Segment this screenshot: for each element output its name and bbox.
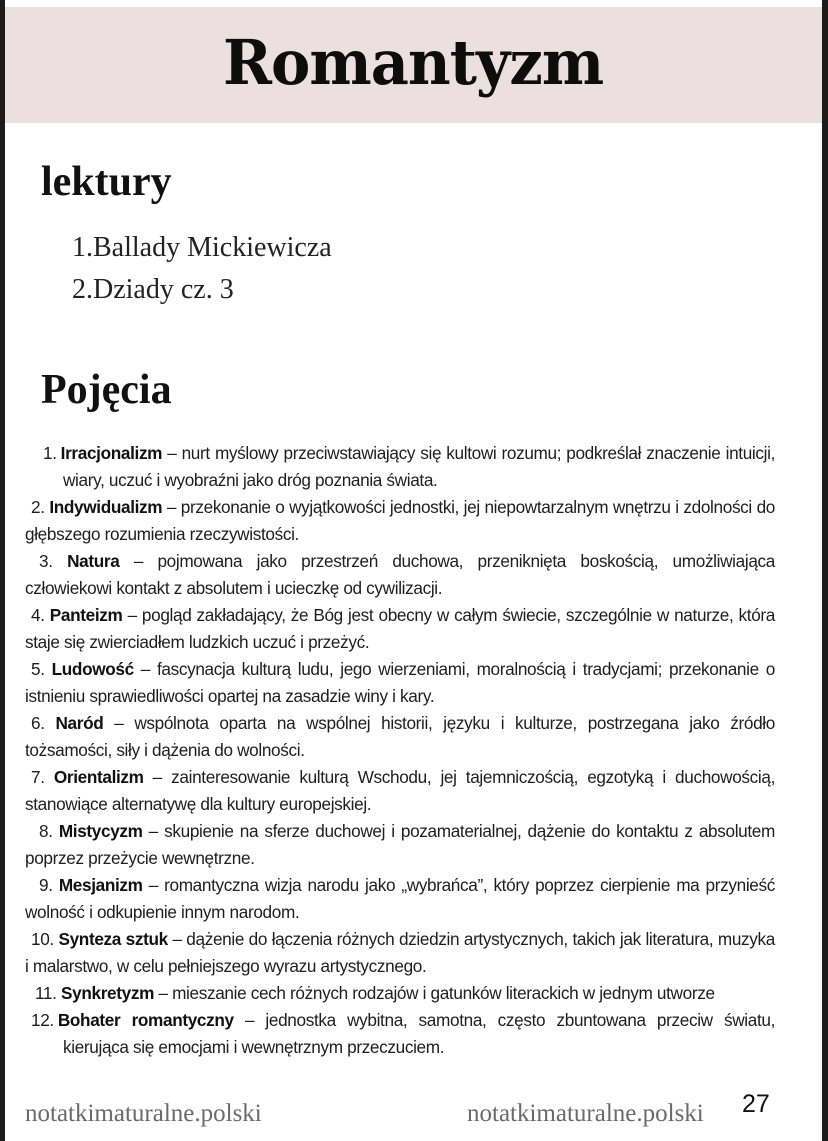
footer-watermark-right: notatkimaturalne.polski: [467, 1100, 704, 1127]
term-definition: – nurt myślowy przeciwstawiający się kultowi rozumu; podkreślał znaczenie intuicji, wiary, uczuć i wyobraźni jako dróg poznania świata.: [63, 443, 775, 490]
term-name: Mistycyzm: [58, 821, 143, 841]
term-definition: – zainteresowanie kulturą Wschodu, jej tajemniczością, egzotyką i duchowością, stanowiące alternatywę dla kultury europejskiej.: [25, 767, 775, 814]
term-name: Synkretyzm: [61, 983, 155, 1003]
term-number: 10.: [31, 929, 54, 949]
footer-watermark-left: notatkimaturalne.polski: [25, 1100, 262, 1127]
item-number: 1.: [72, 232, 93, 263]
term-number: 9.: [39, 875, 53, 895]
term-definition: – dążenie do łączenia różnych dziedzin artystycznych, takich jak literatura, muzyka i malarstwo, w celu pełniejszego wyrazu artystycznego.: [25, 929, 775, 976]
term-definition: – fascynacja kulturą ludu, jego wierzeniami, moralnością i tradycjami; przekonanie o istnieniu sprawiedliwości opartej na zasadzie winy i kary.: [25, 659, 775, 706]
term-name: Mesjanizm: [58, 875, 143, 895]
term-item: [25, 602, 775, 656]
term-item: [25, 980, 775, 1007]
terms-list: [25, 440, 775, 1061]
term-item: [25, 1007, 775, 1061]
term-number: 11.: [35, 983, 57, 1003]
term-definition: – przekonanie o wyjątkowości jednostki, jej niepowtarzalnym wnętrzu i zdolności do głębszego rozumienia rzeczywistości.: [25, 497, 775, 544]
term-name: Naród: [55, 713, 104, 733]
term-definition: – pojmowana jako przestrzeń duchowa, przeniknięta boskością, umożliwiająca człowiekowi kontakt z absolutem i ucieczkę od cywilizacji.: [25, 551, 775, 598]
term-name: Orientalizm: [53, 767, 144, 787]
pojecia-heading: Pojęcia: [41, 367, 172, 413]
term-name: Irracjonalizm: [60, 443, 163, 463]
lektury-item: [65, 227, 332, 269]
term-item: [25, 548, 775, 602]
term-name: Natura: [67, 551, 120, 571]
term-name: Bohater romantyczny: [57, 1010, 234, 1030]
item-text: Dziady cz. 3: [93, 274, 234, 305]
term-item: [25, 656, 775, 710]
term-definition: – jednostka wybitna, samotna, często zbuntowana przeciw światu, kierująca się emocjami i wewnętrznym przeczuciem.: [63, 1010, 775, 1057]
term-number: 8.: [39, 821, 53, 841]
page-title: Romantyzm: [223, 25, 604, 99]
page-number: 27: [742, 1090, 770, 1118]
term-number: 2.: [31, 497, 45, 517]
term-definition: – romantyczna wizja narodu jako „wybrańca”, który poprzez cierpienie ma przynieść wolność i odkupienie innym narodom.: [25, 875, 775, 922]
term-item: [25, 818, 775, 872]
term-definition: – pogląd zakładający, że Bóg jest obecny w całym świecie, szczególnie w naturze, która staje się zwierciadłem ludzkich uczuć i przeżyć.: [25, 605, 775, 652]
term-number: 1.: [43, 443, 57, 463]
term-number: 5.: [31, 659, 45, 679]
term-number: 7.: [31, 767, 45, 787]
document-page: [5, 0, 822, 1141]
term-number: 3.: [39, 551, 53, 571]
term-item: [25, 440, 775, 494]
term-definition: – skupienie na sferze duchowej i pozamaterialnej, dążenie do kontaktu z absolutem poprzez przeżycie wewnętrzne.: [25, 821, 775, 868]
term-item: [25, 764, 775, 818]
term-number: 6.: [31, 713, 45, 733]
term-item: [25, 872, 775, 926]
term-definition: – mieszanie cech różnych rodzajów i gatunków literackich w jednym utworze: [154, 983, 715, 1003]
lektury-heading: lektury: [41, 159, 172, 205]
lektury-item: [65, 269, 332, 311]
term-number: 12.: [31, 1010, 54, 1030]
header-band: [5, 7, 822, 123]
item-number: 2.: [72, 274, 93, 305]
term-item: [25, 710, 775, 764]
term-name: Indywidualizm: [49, 497, 163, 517]
term-name: Synteza sztuk: [58, 929, 168, 949]
item-text: Ballady Mickiewicza: [93, 232, 332, 263]
term-number: 4.: [31, 605, 45, 625]
term-definition: – wspólnota oparta na wspólnej historii, języku i kulturze, postrzegana jako źródło tożsamości, siły i dążenia do wolności.: [25, 713, 775, 760]
term-item: [25, 926, 775, 980]
term-name: Ludowość: [51, 659, 134, 679]
term-name: Panteizm: [49, 605, 123, 625]
term-item: [25, 494, 775, 548]
lektury-list: [65, 227, 332, 311]
